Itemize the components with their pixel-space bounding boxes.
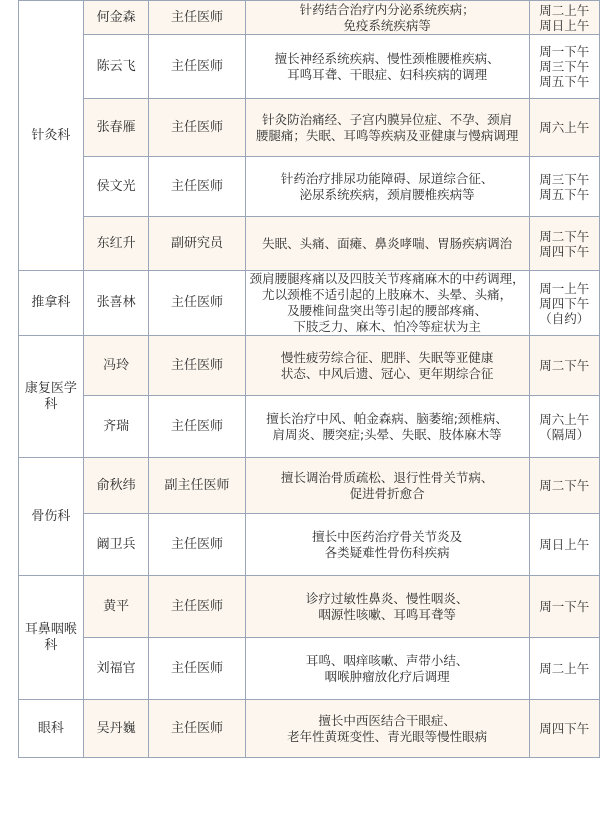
specialty-line: 促进骨折愈合 — [349, 485, 425, 501]
specialty-line: 肩周炎、腰突症;头晕、失眠、肢体麻木等 — [272, 426, 502, 442]
doctor-name: 俞秋纬 — [83, 458, 149, 514]
specialty-cell — [245, 638, 529, 700]
specialty-line: 及腰椎间盘突出等引起的腰部疼痛、 — [287, 303, 488, 318]
table-row — [19, 700, 600, 758]
specialty-line: 擅长中医药治疗骨关节炎及 — [312, 528, 463, 544]
schedule-cell — [529, 271, 599, 336]
specialty-cell — [245, 700, 529, 758]
specialty-line: 针灸防治痛经、子宫内膜异位症、不孕、颈肩 — [262, 111, 513, 127]
doctor-name: 东红升 — [83, 217, 149, 271]
doctor-title: 主任医师 — [149, 638, 245, 700]
schedule-line: （自约） — [539, 310, 590, 326]
schedule-cell — [529, 336, 599, 396]
schedule-line: 周日上午 — [539, 17, 590, 33]
specialty-line: 针药治疗排尿功能障碍、尿道综合征、 — [280, 170, 494, 186]
doctor-title: 主任医师 — [149, 396, 245, 458]
schedule-cell — [529, 217, 599, 271]
specialty-line: 颈肩腰腿疼痛以及四肢关节疼痛麻木的中药调理， — [249, 271, 525, 286]
specialty-cell — [245, 1, 529, 35]
specialty-line: 耳鸣耳聋、干眼症、妇科疾病的调理 — [287, 66, 488, 82]
doctor-title: 主任医师 — [149, 271, 245, 336]
schedule-cell — [529, 514, 599, 576]
specialty-line: 腰腿痛；失眠、耳鸣等疾病及亚健康与慢病调理 — [255, 127, 519, 143]
doctor-name: 刘福官 — [83, 638, 149, 700]
specialty-line: 擅长治疗中风、帕金森病、脑萎缩;颈椎病、 — [266, 410, 508, 426]
schedule-line: 周六上午 — [539, 120, 590, 135]
table-row — [19, 271, 600, 336]
schedule-line: 周一下午 — [539, 44, 590, 59]
specialty-cell — [245, 576, 529, 638]
specialty-cell — [245, 396, 529, 458]
specialty-line: 下肢乏力、麻木、怕冷等症状为主 — [293, 319, 481, 334]
schedule-line: 周日上午 — [539, 537, 590, 552]
doctor-title: 主任医师 — [149, 35, 245, 99]
specialty-line: 擅长调治骨质疏松、退行性骨关节病、 — [280, 469, 494, 485]
specialty-cell — [245, 514, 529, 576]
specialty-line: 咽源性咳嗽、耳鸣耳聋等 — [318, 606, 456, 622]
doctor-title: 主任医师 — [149, 336, 245, 396]
schedule-cell — [529, 99, 599, 157]
doctor-name: 张春雁 — [83, 99, 149, 157]
schedule-line: 周四下午 — [539, 243, 590, 259]
doctor-title: 主任医师 — [149, 99, 245, 157]
specialty-cell — [245, 157, 529, 217]
doctor-name: 齐瑞 — [83, 396, 149, 458]
specialty-line: 咽喉肿瘤放化疗后调理 — [324, 668, 450, 684]
schedule-line: 周五下午 — [539, 186, 590, 202]
doctor-title: 主任医师 — [149, 700, 245, 758]
specialty-line: 失眠、头痛、面瘫、鼻炎哮喘、胃肠疾病调治 — [262, 235, 513, 251]
doctor-title: 主任医师 — [149, 157, 245, 217]
schedule-cell — [529, 35, 599, 99]
schedule-line: 周二上午 — [539, 661, 590, 676]
doctor-name: 陈云飞 — [83, 35, 149, 99]
schedule-line: 周四下午 — [539, 295, 590, 311]
doctor-name: 黄平 — [83, 576, 149, 638]
schedule-cell — [529, 638, 599, 700]
schedule-line: 周四下午 — [539, 721, 590, 736]
schedule-cell — [529, 396, 599, 458]
specialty-cell — [245, 458, 529, 514]
schedule-line: 周五下午 — [539, 74, 590, 89]
department-cell: 耳鼻咽喉科 — [19, 576, 84, 700]
specialty-line: 慢性疲劳综合征、肥胖、失眠等亚健康 — [280, 349, 494, 365]
specialty-cell — [245, 336, 529, 396]
specialty-line: 诊疗过敏性鼻炎、慢性咽炎、 — [305, 590, 469, 606]
schedule-line: 周三下午 — [539, 59, 590, 74]
schedule-line: 周六上午 — [539, 411, 590, 427]
doctor-title: 主任医师 — [149, 1, 245, 35]
schedule-line: 周三下午 — [539, 171, 590, 187]
department-cell: 针灸科 — [19, 1, 84, 271]
department-cell: 康复医学科 — [19, 336, 84, 458]
specialty-line: 各类疑难性骨伤科疾病 — [324, 544, 450, 560]
table-row — [19, 514, 600, 576]
doctor-name: 侯文光 — [83, 157, 149, 217]
doctor-title: 主任医师 — [149, 514, 245, 576]
table-row — [19, 157, 600, 217]
schedule-line: 周一下午 — [539, 599, 590, 614]
specialty-cell — [245, 271, 529, 336]
doctor-title: 副主任医师 — [149, 458, 245, 514]
doctor-title: 副研究员 — [149, 217, 245, 271]
specialty-cell — [245, 217, 529, 271]
specialty-line: 耳鸣、咽痒咳嗽、声带小结、 — [305, 652, 469, 668]
schedule-line: 周二下午 — [539, 358, 590, 373]
table-row — [19, 35, 600, 99]
doctor-schedule-table — [18, 0, 600, 758]
schedule-line: 周二上午 — [539, 2, 590, 18]
schedule-cell — [529, 700, 599, 758]
department-cell: 推拿科 — [19, 271, 84, 336]
schedule-line: 周二下午 — [539, 228, 590, 244]
doctor-name: 张喜林 — [83, 271, 149, 336]
specialty-cell — [245, 35, 529, 99]
doctor-name: 何金森 — [83, 1, 149, 35]
schedule-cell — [529, 458, 599, 514]
table-row — [19, 396, 600, 458]
specialty-cell — [245, 99, 529, 157]
specialty-line: 擅长神经系统疾病、慢性颈椎腰椎疾病、 — [274, 50, 500, 66]
doctor-title: 主任医师 — [149, 576, 245, 638]
specialty-line: 泌尿系统疾病，颈肩腰椎疾病等 — [299, 186, 475, 202]
table-row — [19, 217, 600, 271]
table-row — [19, 638, 600, 700]
schedule-line: 周一上午 — [539, 280, 590, 296]
schedule-cell — [529, 1, 599, 35]
table-row — [19, 458, 600, 514]
doctor-name: 冯玲 — [83, 336, 149, 396]
doctor-name: 吴丹巍 — [83, 700, 149, 758]
specialty-line: 老年性黄斑变性、青光眼等慢性眼病 — [287, 728, 488, 744]
schedule-line: （隔周） — [539, 426, 590, 442]
department-cell: 骨伤科 — [19, 458, 84, 576]
specialty-line: 状态、中风后遗、冠心、更年期综合征 — [280, 365, 494, 381]
table-row — [19, 336, 600, 396]
table-row — [19, 1, 600, 35]
doctor-name: 阚卫兵 — [83, 514, 149, 576]
specialty-line: 针药结合治疗内分泌系统疾病； — [299, 1, 475, 17]
schedule-cell — [529, 157, 599, 217]
schedule-line: 周二下午 — [539, 478, 590, 493]
schedule-cell — [529, 576, 599, 638]
specialty-line: 擅长中西医结合干眼症、 — [318, 712, 456, 728]
table-row — [19, 99, 600, 157]
table-row — [19, 576, 600, 638]
specialty-line: 尤以颈椎不适引起的上肢麻木、头晕、头痛， — [262, 287, 513, 302]
specialty-line: 免疫系统疾病等 — [343, 17, 431, 33]
department-cell: 眼科 — [19, 700, 84, 758]
